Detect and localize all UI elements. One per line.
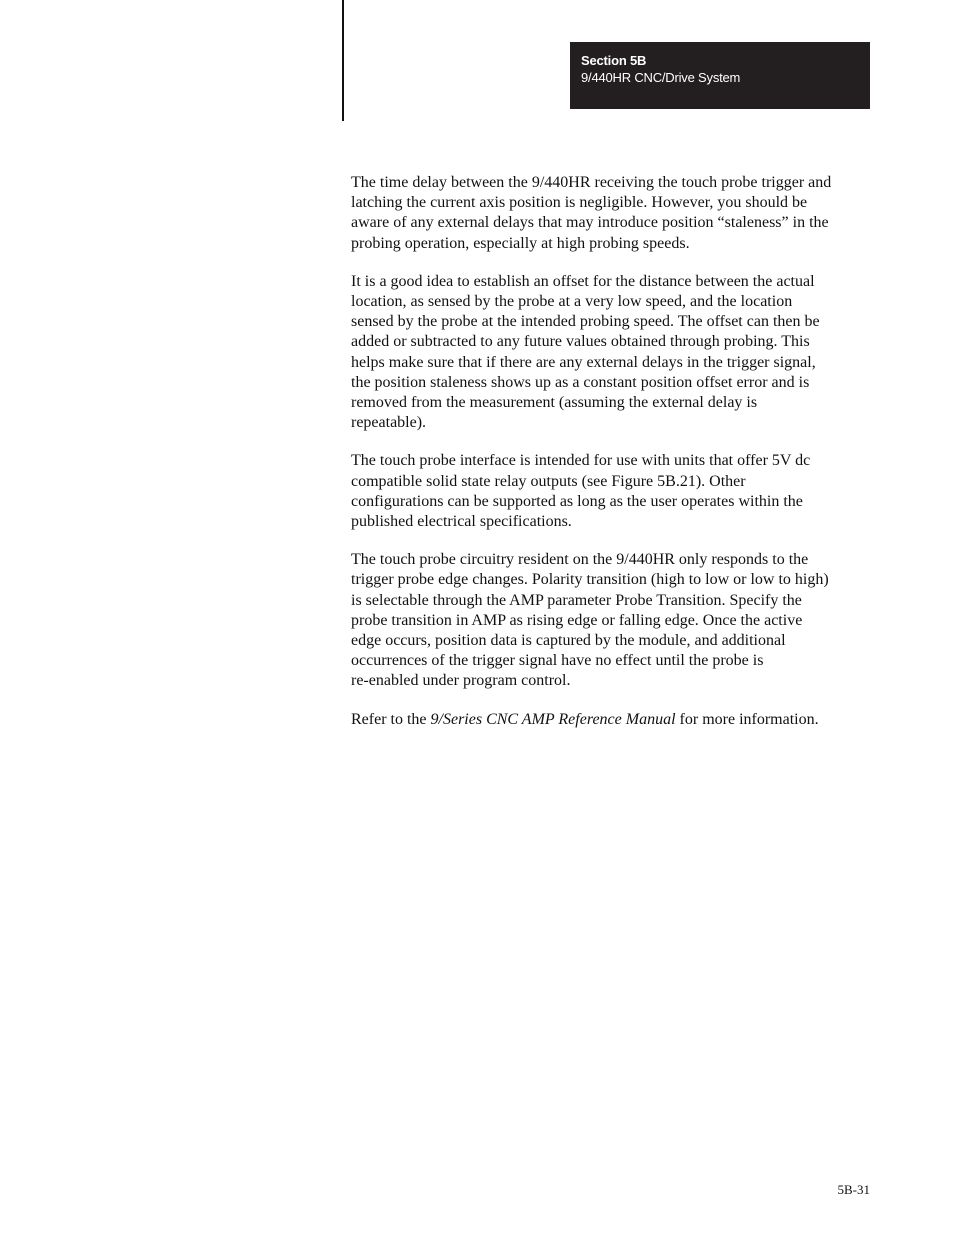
text-line: location, as sensed by the probe at a very low speed, and the location (351, 293, 793, 311)
text-line: The touch probe circuitry resident on the 9/440HR only responds to the (351, 551, 809, 569)
reference-paragraph (351, 710, 871, 730)
text-line: repeatable). (351, 414, 427, 432)
text-line: the position staleness shows up as a constant position offset error and is (351, 373, 810, 391)
text-line: occurrences of the trigger signal have no effect until the probe is (351, 652, 764, 670)
text-line: helps make sure that if there are any external delays in the trigger signal, (351, 353, 816, 371)
text-line: configurations can be supported as long as the user operates within the (351, 492, 803, 510)
text-line: aware of any external delays that may introduce position “staleness” in the (351, 214, 829, 232)
text-line: The touch probe interface is intended for use with units that offer 5V dc (351, 452, 811, 470)
page-number: 5B-31 (837, 1182, 870, 1197)
section-label: Section 5B (581, 53, 647, 68)
text-line: edge occurs, position data is captured by the module, and additional (351, 632, 786, 650)
body-text (351, 173, 871, 748)
paragraph-2 (351, 272, 871, 434)
paragraph-3 (351, 451, 871, 532)
text-line: The time delay between the 9/440HR receiving the touch probe trigger and (351, 174, 832, 191)
text-line: published electrical specifications. (351, 513, 572, 531)
text-line: removed from the measurement (assuming the external delay is (351, 394, 758, 412)
manual-title: 9/Series CNC AMP Reference Manual (430, 710, 676, 728)
reference-prefix: Refer to the (351, 710, 431, 728)
paragraph-4 (351, 550, 871, 691)
text-line: probe transition in AMP as rising edge or falling edge. Once the active (351, 611, 803, 629)
margin-rule (342, 0, 344, 121)
system-label: 9/440HR CNC/Drive System (581, 70, 741, 85)
text-line: latching the current axis position is negligible. However, you should be (351, 194, 808, 212)
text-line: probing operation, especially at high probing speeds. (351, 234, 690, 252)
text-line: re-enabled under program control. (351, 672, 571, 690)
text-line: compatible solid state relay outputs (see Figure 5B.21). Other (351, 472, 746, 490)
text-line: It is a good idea to establish an offset for the distance between the actual (351, 272, 815, 290)
text-line: is selectable through the AMP parameter Probe Transition. Specify the (351, 591, 802, 609)
text-line: sensed by the probe at the intended probing speed. The offset can then be (351, 313, 820, 331)
text-line: added or subtracted to any future values obtained through probing. This (351, 333, 810, 351)
section-header (570, 42, 870, 109)
paragraph-1 (351, 173, 871, 254)
reference-suffix: for more information. (675, 710, 819, 728)
text-line: trigger probe edge changes. Polarity transition (high to low or low to high) (351, 571, 829, 589)
